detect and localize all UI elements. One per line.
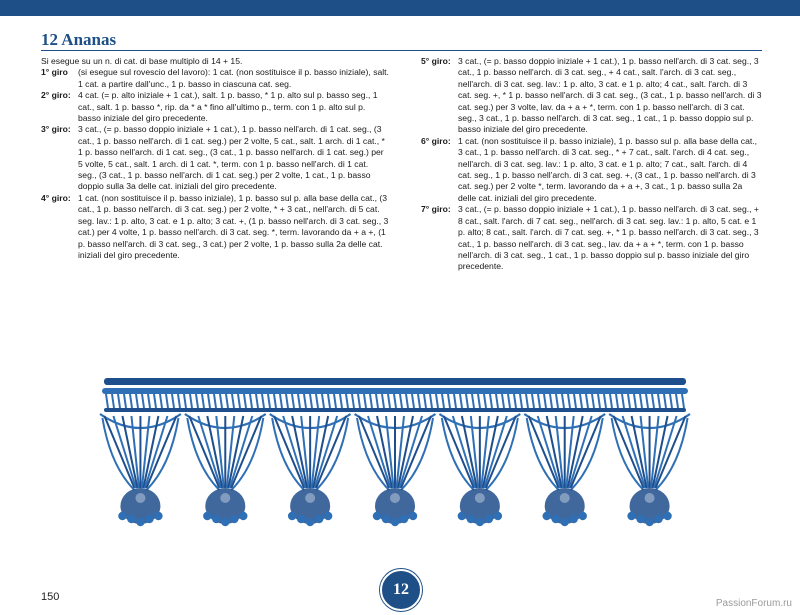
round-text: 1 cat. (non sostituisce il p. basso iniziale), 1 p. basso sul p. alla base della cat., (3 cat., 1 p. basso nell'arch. di 3 cat. seg.) per 2 volte, * + 3 cat., nell'arch. di 5 cat. seg. lav.: 1 p. alto, 3 cat. e 1 p. alto; 3 cat. +, (1 p. basso nell'arch. di 3 cat. seg., 3 cat.) per 4 volte, 1 p. basso nell'arch. di 3 cat. seg. *, term. lavorando da + a +, (1 p. basso nell'arch. di 3 cat. seg., 3 cat.) per 2 volte, 1 p. basso sulla 2a delle cat. iniziali del giro precedente. (78, 192, 389, 260)
round-text: 4 cat. (= p. alto iniziale + 1 cat.), salt. 1 p. basso, * 1 p. alto sul p. basso seg., 1 cat., salt. 1 p. basso *, rip. da * a * fino all'ultimo p., term. con 1 p. alto sul p. basso iniziale del giro precedente. (78, 90, 378, 124)
round-text: (si esegue sul rovescio del lavoro): 1 cat. (non sostituisce il p. basso iniziale), salt. 1 cat. a partire dall'unc., 1 p. basso in ciascuna cat. seg. (78, 67, 389, 89)
lace-edging-photo (98, 370, 692, 546)
pattern-number-badge: 12 (380, 569, 422, 611)
round-1 (41, 67, 389, 90)
round-label: 7° giro: (421, 204, 451, 215)
round-text: 3 cat., (= p. basso doppio iniziale + 1 cat.), 1 p. basso nell'arch. di 3 cat. seg., + 8 cat., salt. l'arch. di 7 cat. seg., nell'arch. di 3 cat. seg. lav.: 1 p. alto, 5 cat. e 1 p. alto; 8 cat., salt. l'arch. di 7 cat. seg. +, * 1 p. basso nell'arch. di 3 cat. seg., 3 cat., 1 p. basso nell'arch. di 3 cat. seg., lav. da + a + *, term. con 1 p. basso nell'arch. di 3 cat. seg., 1 cat., 1 p. basso doppio sul p. basso iniziale del giro precedente. (458, 204, 759, 272)
round-4 (41, 193, 389, 261)
round-text: 1 cat. (non sostituisce il p. basso iniziale), 1 p. basso sul p. alla base della cat., 3 cat., 1 p. basso nell'arch. di 3 cat. seg., * + 7 cat., salt. l'arch. di 4 cat. seg., nell'arch. di 3 cat. seg. lav.: 1 p. alto, 3 cat. e 1 p. alto; 7 cat., salt. l'arch. di 4 cat. seg., 1 p. basso nell'arch. di 3 cat. seg. +, (3 cat., 1 p. basso nell'arch. di 3 cat. seg.) per 2 volte *, term. lavorando da + a +, 3 cat., 1 p. basso sulla 2a delle cat. iniziali del giro precedente. (458, 135, 758, 203)
round-3 (41, 124, 389, 192)
round-text: 3 cat., (= p. basso doppio iniziale + 1 cat.), 1 p. basso nell'arch. di 1 cat. seg., (3 cat., 1 p. basso nell'arch. di 1 cat. seg.) per 2 volte, 5 cat., salt. 1 arch. di 1 cat., * 1 p. basso nell'arch. di 1 cat. seg., (3 cat., 1 p. basso nell'arch. di 1 cat. seg.) per 5 volte, 5 cat., salt. 1 arch. di 1 cat. *, term. con 1 p. basso nell'arch. di 1 cat. seg., (3 cat., 1 p. basso nell'arch. di 1 cat. seg.) per 2 volte, 1 cat., 1 p. basso doppio sulla 3a delle cat. iniziali del giro precedente. (78, 124, 385, 192)
watermark: PassionForum.ru (715, 598, 792, 609)
round-label: 1° giro (41, 67, 68, 78)
instructions-left-column (41, 56, 389, 261)
round-label: 3° giro: (41, 124, 71, 135)
title-rule (41, 50, 762, 51)
pattern-title: 12 Ananas (41, 30, 117, 49)
round-2 (41, 90, 389, 124)
round-7 (421, 204, 762, 272)
round-5 (421, 56, 762, 136)
round-text: 3 cat., (= p. basso doppio iniziale + 1 cat.), 1 p. basso nell'arch. di 3 cat. seg., 3 cat., 1 p. basso nell'arch. di 3 cat. seg., + 4 cat., salt. l'arch. di 3 cat. seg., nell'arch. di 3 cat. seg. lav.: 1 p. alto, 3 cat. e 1 p. alto; 4 cat., salt. l'arch. di 3 cat. seg. +, * 1 p. basso nell'arch. di 3 cat. seg., (3 cat., 1 p. basso nell'arch. di 3 cat. seg.) per 3 volte, lav. da + a + *, term. con 1 p. basso nell'arch. di 3 cat. seg., 3 cat., 1 p. basso nell'arch. di 3 cat. seg., 1 cat., 1 p. basso doppio sul p. basso iniziale del giro precedente. (458, 56, 762, 135)
intro-text: Si esegue su un n. di cat. di base multiplo di 14 + 15. (41, 56, 243, 66)
lace-pattern (100, 378, 690, 526)
instructions-right-column (421, 56, 762, 273)
round-label: 4° giro: (41, 192, 71, 203)
round-label: 6° giro: (421, 135, 451, 146)
round-label: 2° giro: (41, 90, 71, 101)
page-number: 150 (41, 591, 60, 603)
top-color-bar (0, 0, 800, 16)
round-label: 5° giro: (421, 56, 451, 66)
round-6 (421, 136, 762, 204)
